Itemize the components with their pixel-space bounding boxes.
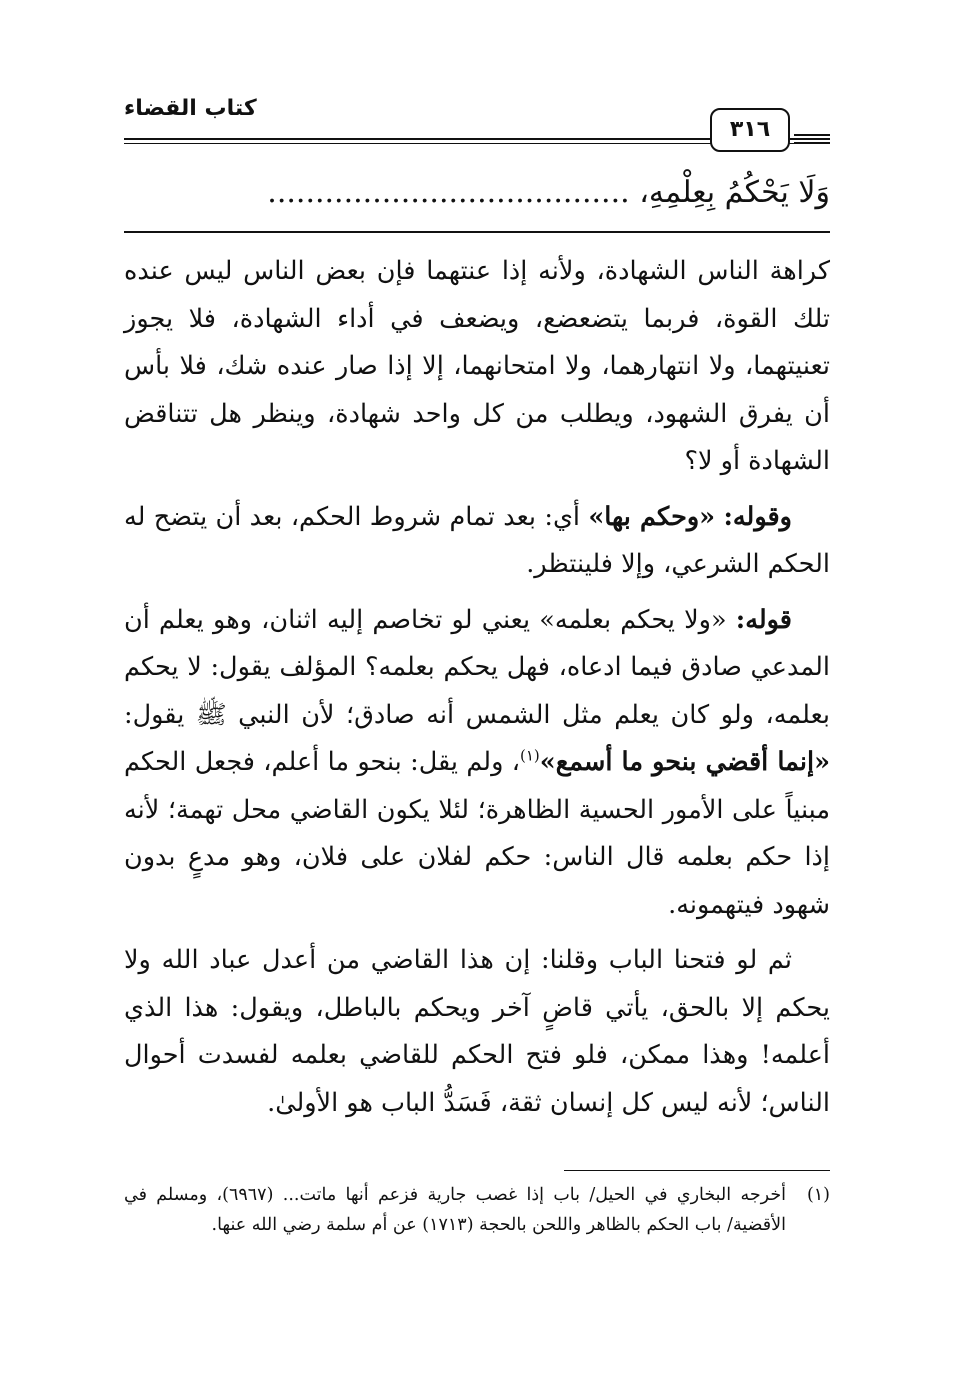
- paragraph-lead: وقوله:: [723, 501, 792, 532]
- matn-dots: ......................................: [267, 175, 630, 210]
- header-rule-stub: [794, 134, 830, 143]
- book-title: كتاب القضاء: [124, 96, 257, 121]
- paragraph-lead: قوله:: [735, 604, 792, 635]
- paragraph-1: [124, 248, 830, 486]
- paragraph-quote: «وحكم بها»: [588, 501, 716, 532]
- footnote-text: أخرجه البخاري في الحيل/ باب إذا غصب جارية فزعم أنها ماتت... (٦٩٦٧)، ومسلم في الأقضية/ باب الحكم بالظاهر واللحن بالحجة (١٧١٣) عن أم سلمة رضي الله عنها.: [124, 1185, 786, 1235]
- matn-text: وَلَا يَحْكُمُ بِعِلْمِهِ،: [639, 175, 830, 210]
- footnote-separator: [564, 1170, 830, 1171]
- page-number: ٣١٦: [710, 108, 790, 152]
- paragraph-text: أي: بعد تمام شروط الحكم، بعد أن يتضح له الحكم الشرعي، وإلا فلينتظر.: [124, 501, 830, 579]
- footnotes: [124, 1180, 830, 1240]
- footnote-ref[interactable]: (١): [519, 746, 540, 765]
- matn-line: [124, 168, 830, 218]
- paragraph-text: «ولا يحكم بعلمه» يعني لو تخاصم إليه اثنان، وهو يعلم أن المدعي صادق فيما ادعاه، فهل يحكم بعلمه؟ المؤلف يقول: لا يحكم بعلمه، ولو كان يعلم مثل الشمس أنه صادق؛ لأن النبي ﷺ يقول:: [124, 604, 830, 730]
- hadith-quote: «إنما أقضي بنحو ما أسمع»: [539, 747, 831, 777]
- paragraph-2: [124, 494, 830, 589]
- page-header: [124, 86, 830, 146]
- commentary-body: [124, 248, 830, 1135]
- paragraph-text: ، ولم يقل: بنحو ما أعلم، فجعل الحكم مبنياً على الأمور الحسية الظاهرة؛ لئلا يكون القاضي محل تهمة؛ لأنه إذا حكم بعلمه قال الناس: حكم لفلان على فلان، وهو مدعٍ بدون شهود فيتهمونه.: [124, 747, 830, 920]
- paragraph-4: [124, 937, 830, 1127]
- paragraph-text: ثم لو فتحنا الباب وقلنا: إن هذا القاضي من أعدل عباد الله ولا يحكم إلا بالحق، يأتي قاضٍ آخر ويحكم بالباطل، ويقول: هذا الذي أعلمه! وهذا ممكن، فلو فتح الحكم للقاضي بعلمه لفسدت أحوال الناس؛ لأنه ليس كل إنسان ثقة، فَسَدُّ الباب هو الأولىٰ.: [124, 945, 830, 1118]
- matn-separator: [124, 231, 830, 233]
- paragraph-3: [124, 597, 830, 930]
- paragraph-text: كراهة الناس الشهادة، ولأنه إذا عنتهما فإن بعض الناس ليس عنده تلك القوة، فربما يتضعضع، ويضعف في أداء الشهادة، فلا يجوز تعنيتهما، ولا انتهارهما، ولا امتحانهما، إلا إذا صار عنده شك، فلا بأس أن يفرق الشهود، ويطلب من كل واحد شهادة، وينظر هل تتناقض الشهادة أو لا؟: [124, 256, 830, 476]
- footnote-item: [124, 1180, 830, 1240]
- footnote-number: (١): [806, 1185, 830, 1205]
